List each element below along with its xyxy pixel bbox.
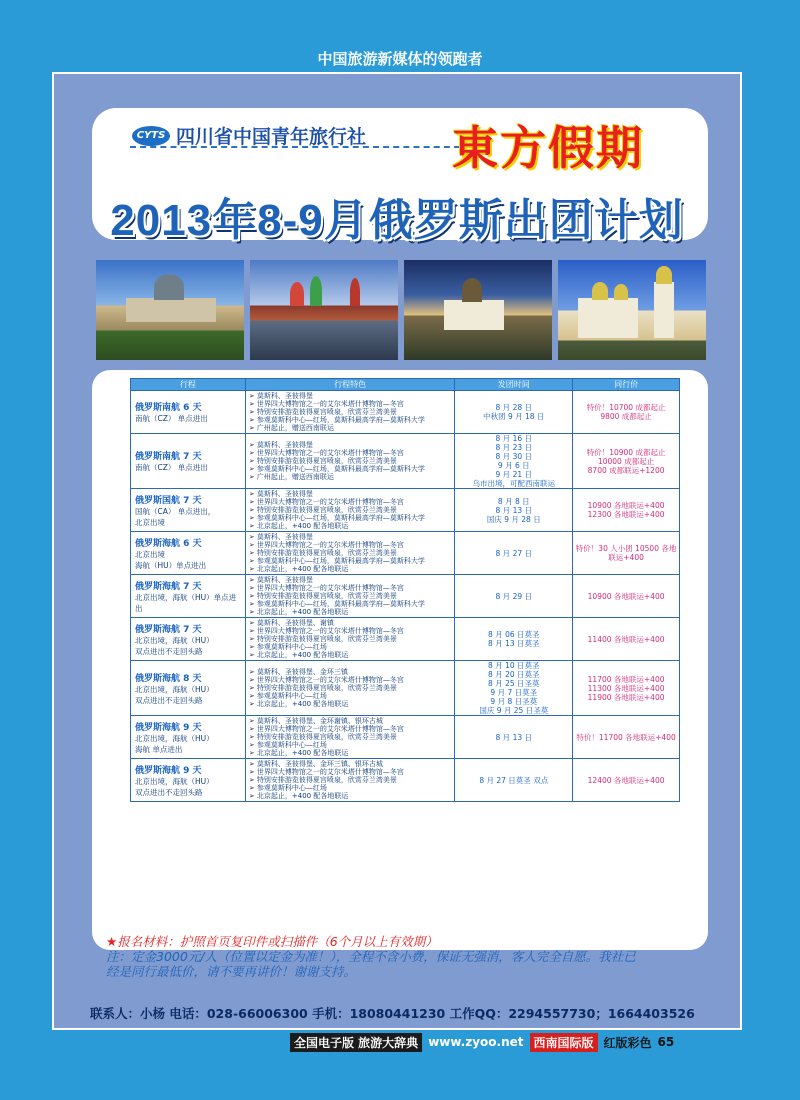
- features-cell: [245, 661, 455, 716]
- feature-item: ➢ 世界四大博物馆之一的艾尔米塔什博物馆—冬宫: [249, 725, 452, 733]
- price-item: 11900 各地联运+400: [587, 692, 665, 702]
- depart-date: 8 月 27 日莫圣 双点: [479, 775, 549, 785]
- depart-date: 8 月 10 日莫圣: [488, 661, 540, 670]
- features-cell: [245, 759, 455, 802]
- feature-item: ➢ 北京起止，+400 配各地联运: [249, 792, 452, 800]
- itinerary-table: [130, 378, 680, 802]
- date-cell: [455, 759, 573, 802]
- feature-item: ➢ 北京起止，+400 配各地联运: [249, 700, 452, 708]
- feature-item: ➢ 广州起止，赠送西南联运: [249, 424, 452, 432]
- price-item: 9800 成都起止: [600, 412, 652, 421]
- depart-date: 8 月 16 日: [495, 434, 532, 443]
- feature-item: ➢ 莫斯科、圣彼得堡、金环三镇: [249, 668, 452, 676]
- depart-date: 8 月 30 日: [495, 452, 532, 461]
- features-cell: [245, 532, 455, 575]
- depart-date: 乌市出境，可配西南联运: [472, 479, 556, 488]
- feature-item: ➢ 参观莫斯科中心—红场: [249, 643, 452, 651]
- itinerary-table-card: [92, 370, 708, 950]
- depart-date: 8 月 13 日: [495, 505, 532, 515]
- cyts-logo-icon: CYTS: [132, 126, 170, 146]
- feature-item: ➢ 参观莫斯科中心—红场，莫斯科最高学府—莫斯科大学: [249, 514, 452, 522]
- features-cell: [245, 489, 455, 532]
- route-sub: 国航（CA） 单点进出，: [135, 506, 216, 516]
- features-cell: [245, 575, 455, 618]
- price-item: 11300 各地联运+400: [587, 683, 665, 693]
- price-item: 特价！10900 成都起止: [586, 447, 666, 457]
- feature-item: ➢ 世界四大博物馆之一的艾尔米塔什博物馆—冬宫: [249, 449, 452, 457]
- price-item: 10900 各地联运+400: [587, 591, 665, 601]
- feature-item: ➢ 北京起止，+400 配各地联运: [249, 565, 452, 573]
- route-name: 俄罗斯南航 7 天: [135, 452, 202, 462]
- feature-item: ➢ 莫斯科、圣彼得堡: [249, 576, 452, 584]
- photo-strip: [96, 260, 706, 360]
- route-sub: 北京出境: [135, 517, 165, 527]
- depart-date: 9 月 21 日: [495, 470, 532, 479]
- date-cell: [455, 391, 573, 434]
- date-cell: [455, 716, 573, 759]
- date-cell: [455, 661, 573, 716]
- route-name: 俄罗斯海航 8 天: [135, 673, 202, 684]
- table-row: [131, 532, 680, 575]
- footer-section: 西南国际版: [530, 1033, 598, 1052]
- price-cell: [573, 434, 680, 489]
- feature-item: ➢ 参观莫斯科中心—红场: [249, 741, 452, 749]
- route-name: 俄罗斯海航 9 天: [135, 765, 202, 776]
- feature-item: ➢ 莫斯科、圣彼得堡: [249, 392, 452, 400]
- price-item: 8700 成都联运+1200: [587, 465, 665, 475]
- route-sub: 北京出境，海航（HU）: [135, 733, 214, 743]
- date-cell: [455, 575, 573, 618]
- date-cell: [455, 618, 573, 661]
- features-cell: [245, 716, 455, 759]
- contact-info: 联系人：小杨 电话：028-66006300 手机：18080441230 工作QQ：2294557730；1664403526: [90, 1006, 695, 1021]
- footer-site[interactable]: www.zyoo.net: [428, 1035, 524, 1049]
- feature-item: ➢ 世界四大博物馆之一的艾尔米塔什博物馆—冬宫: [249, 498, 452, 506]
- photo-red-square: [250, 260, 398, 360]
- table-row: [131, 391, 680, 434]
- col-header-features: 行程特色: [245, 379, 455, 391]
- price-item: 特价！10700 成都起止: [586, 403, 666, 412]
- route-cell: [131, 575, 246, 618]
- feature-item: ➢ 参观莫斯科中心—红场: [249, 692, 452, 700]
- depart-date: 8 月 28 日: [495, 403, 532, 412]
- depart-date: 9 月 6 日: [497, 461, 530, 470]
- feature-item: ➢ 莫斯科、圣彼得堡、谢镇: [249, 619, 452, 627]
- price-item: 12400 各地联运+400: [587, 775, 665, 785]
- feature-item: ➢ 参观莫斯科中心—红场，莫斯科最高学府—莫斯科大学: [249, 600, 452, 608]
- price-cell: [573, 618, 680, 661]
- route-sub: 南航（CZ） 单点进出: [135, 414, 208, 423]
- agency-name: 四川省中国青年旅行社: [176, 126, 367, 148]
- route-cell: [131, 532, 246, 575]
- page-number: 65: [657, 1035, 675, 1049]
- table-row: [131, 489, 680, 532]
- depart-date: 中秋团 9 月 18 日: [483, 412, 545, 421]
- photo-kremlin-cathedrals: [558, 260, 706, 360]
- feature-item: ➢ 特别安排游览彼得夏宫喷泉，欣赏芬兰湾美景: [249, 635, 452, 643]
- feature-item: ➢ 世界四大博物馆之一的艾尔米塔什博物馆—冬宫: [249, 541, 452, 549]
- depart-date: 国庆 9 月 25 日圣莫: [479, 706, 549, 715]
- feature-item: ➢ 特别安排游览彼得夏宫喷泉，欣赏芬兰湾美景: [249, 776, 452, 784]
- price-item: 特价！11700 各地联运+400: [576, 732, 676, 742]
- price-cell: [573, 532, 680, 575]
- photo-church: [404, 260, 552, 360]
- feature-item: ➢ 特别安排游览彼得夏宫喷泉，欣赏芬兰湾美景: [249, 549, 452, 557]
- price-item: 10900 各地联运+400: [587, 501, 665, 510]
- notes-line-2: 注：定金3000元/人（位置以定金为准！），全程不含小费，保证无强消，客人完全自愿。我社已: [106, 949, 636, 964]
- feature-item: ➢ 莫斯科、圣彼得堡、金环三镇、银环古城: [249, 760, 452, 768]
- route-cell: [131, 434, 246, 489]
- depart-date: 8 月 13 日莫圣: [488, 639, 540, 648]
- depart-date: 8 月 06 日莫圣: [488, 630, 540, 639]
- depart-date: 8 月 13 日: [495, 732, 532, 742]
- feature-item: ➢ 北京起止，+400 配各地联运: [249, 608, 452, 616]
- depart-date: 国庆 9 月 28 日: [486, 514, 541, 524]
- route-name: 俄罗斯南航 6 天: [135, 403, 202, 413]
- depart-date: 8 月 25 日圣莫: [488, 679, 540, 688]
- table-row: [131, 661, 680, 716]
- notes-line-1: ★报名材料：护照首页复印件或扫描件（6个月以上有效期）: [106, 934, 438, 949]
- feature-item: ➢ 特别安排游览彼得夏宫喷泉，欣赏芬兰湾美景: [249, 408, 452, 416]
- content-frame: [52, 72, 742, 1030]
- route-sub: 北京出境，海航（HU）单点进出: [135, 592, 237, 613]
- brand-title: 東方假期: [452, 121, 644, 175]
- depart-date: 8 月 20 日莫圣: [488, 670, 540, 679]
- route-sub: 海航 单点进出: [135, 744, 183, 754]
- feature-item: ➢ 参观莫斯科中心—红场，莫斯科最高学府—莫斯科大学: [249, 465, 452, 473]
- price-cell: [573, 759, 680, 802]
- feature-item: ➢ 莫斯科、圣彼得堡: [249, 441, 452, 449]
- feature-item: ➢ 北京起止，+400 配各地联运: [249, 651, 452, 659]
- table-row: [131, 759, 680, 802]
- price-cell: [573, 716, 680, 759]
- route-cell: [131, 716, 246, 759]
- price-item: 特价！30 人小团 10500 各地联运+400: [575, 544, 677, 562]
- route-sub: 海航（HU）单点进出: [135, 560, 207, 570]
- route-cell: [131, 661, 246, 716]
- footer-edition: 全国电子版 旅游大辞典: [290, 1033, 422, 1052]
- top-banner: [0, 0, 800, 70]
- notes: [106, 934, 712, 979]
- depart-date: 8 月 29 日: [495, 591, 532, 601]
- features-cell: [245, 618, 455, 661]
- col-header-date: 发团时间: [455, 379, 573, 391]
- feature-item: ➢ 世界四大博物馆之一的艾尔米塔什博物馆—冬宫: [249, 584, 452, 592]
- photo-kazan-cathedral: [96, 260, 244, 360]
- depart-date: 9 月 7 日莫圣: [490, 688, 538, 697]
- feature-item: ➢ 世界四大博物馆之一的艾尔米塔什博物馆—冬宫: [249, 768, 452, 776]
- depart-date: 8 月 23 日: [495, 443, 532, 452]
- price-item: 10000 成都起止: [597, 456, 655, 466]
- route-sub: 北京出境，海航（HU）: [135, 684, 214, 694]
- feature-item: ➢ 特别安排游览彼得夏宫喷泉，欣赏芬兰湾美景: [249, 684, 452, 692]
- footer: [290, 1032, 750, 1052]
- feature-item: ➢ 莫斯科、圣彼得堡、金环谢镇、银环古城: [249, 717, 452, 725]
- table-row: [131, 716, 680, 759]
- route-cell: [131, 618, 246, 661]
- table-row: [131, 618, 680, 661]
- route-sub: 双点进出不走回头路: [135, 787, 203, 797]
- feature-item: ➢ 世界四大博物馆之一的艾尔米塔什博物馆—冬宫: [249, 400, 452, 408]
- feature-item: ➢ 北京起止，+400 配各地联运: [249, 522, 452, 530]
- feature-item: ➢ 特别安排游览彼得夏宫喷泉，欣赏芬兰湾美景: [249, 506, 452, 514]
- feature-item: ➢ 参观莫斯科中心—红场，莫斯科最高学府—莫斯科大学: [249, 557, 452, 565]
- route-name: 俄罗斯海航 7 天: [135, 624, 202, 635]
- route-sub: 北京出境，海航（HU）: [135, 635, 214, 645]
- table-row: [131, 434, 680, 489]
- table-row: [131, 575, 680, 618]
- route-cell: [131, 759, 246, 802]
- date-cell: [455, 532, 573, 575]
- agency-logo: [132, 122, 366, 149]
- price-cell: [573, 489, 680, 532]
- route-name: 俄罗斯海航 7 天: [135, 581, 202, 592]
- slogan: 中国旅游新媒体的领跑者: [317, 50, 483, 68]
- route-sub: 双点进出不走回头路: [135, 646, 203, 656]
- col-header-price: 同行价: [573, 379, 680, 391]
- price-item: 12300 各地联运+400: [587, 510, 665, 519]
- features-cell: [245, 391, 455, 434]
- route-sub: 南航（CZ） 单点进出: [135, 463, 208, 472]
- footer-color: 红版彩色: [603, 1035, 652, 1050]
- price-cell: [573, 661, 680, 716]
- col-header-route: 行程: [131, 379, 246, 391]
- feature-item: ➢ 特别安排游览彼得夏宫喷泉，欣赏芬兰湾美景: [249, 733, 452, 741]
- feature-item: ➢ 特别安排游览彼得夏宫喷泉，欣赏芬兰湾美景: [249, 592, 452, 600]
- price-item: 11400 各地联运+400: [587, 634, 665, 644]
- route-cell: [131, 489, 246, 532]
- route-name: 俄罗斯海航 9 天: [135, 722, 202, 733]
- page-title: 2013年8-9月俄罗斯出团计划: [110, 196, 684, 245]
- route-cell: [131, 391, 246, 434]
- route-sub: 双点进出不走回头路: [135, 695, 203, 705]
- route-name: 俄罗斯国航 7 天: [135, 495, 202, 506]
- route-sub: 北京出境: [135, 549, 165, 559]
- feature-item: ➢ 世界四大博物馆之一的艾尔米塔什博物馆—冬宫: [249, 676, 452, 684]
- feature-item: ➢ 广州起止，赠送西南联运: [249, 473, 452, 481]
- feature-item: ➢ 参观莫斯科中心—红场，莫斯科最高学府—莫斯科大学: [249, 416, 452, 424]
- depart-date: 9 月 8 日圣莫: [490, 697, 538, 706]
- feature-item: ➢ 莫斯科、圣彼得堡: [249, 490, 452, 498]
- feature-item: ➢ 莫斯科、圣彼得堡: [249, 533, 452, 541]
- feature-item: ➢ 特别安排游览彼得夏宫喷泉，欣赏芬兰湾美景: [249, 457, 452, 465]
- price-cell: [573, 575, 680, 618]
- depart-date: 8 月 8 日: [497, 496, 530, 506]
- feature-item: ➢ 参观莫斯科中心—红场: [249, 784, 452, 792]
- notes-line-3: 经是同行最低价，请不要再讲价！谢谢支持。: [106, 964, 357, 979]
- date-cell: [455, 434, 573, 489]
- date-cell: [455, 489, 573, 532]
- price-cell: [573, 391, 680, 434]
- price-item: 11700 各地联运+400: [587, 674, 665, 684]
- route-name: 俄罗斯海航 6 天: [135, 538, 202, 549]
- depart-date: 8 月 27 日: [495, 548, 532, 558]
- feature-item: ➢ 北京起止，+400 配各地联运: [249, 749, 452, 757]
- feature-item: ➢ 世界四大博物馆之一的艾尔米塔什博物馆—冬宫: [249, 627, 452, 635]
- route-sub: 北京出境，海航（HU）: [135, 776, 214, 786]
- features-cell: [245, 434, 455, 489]
